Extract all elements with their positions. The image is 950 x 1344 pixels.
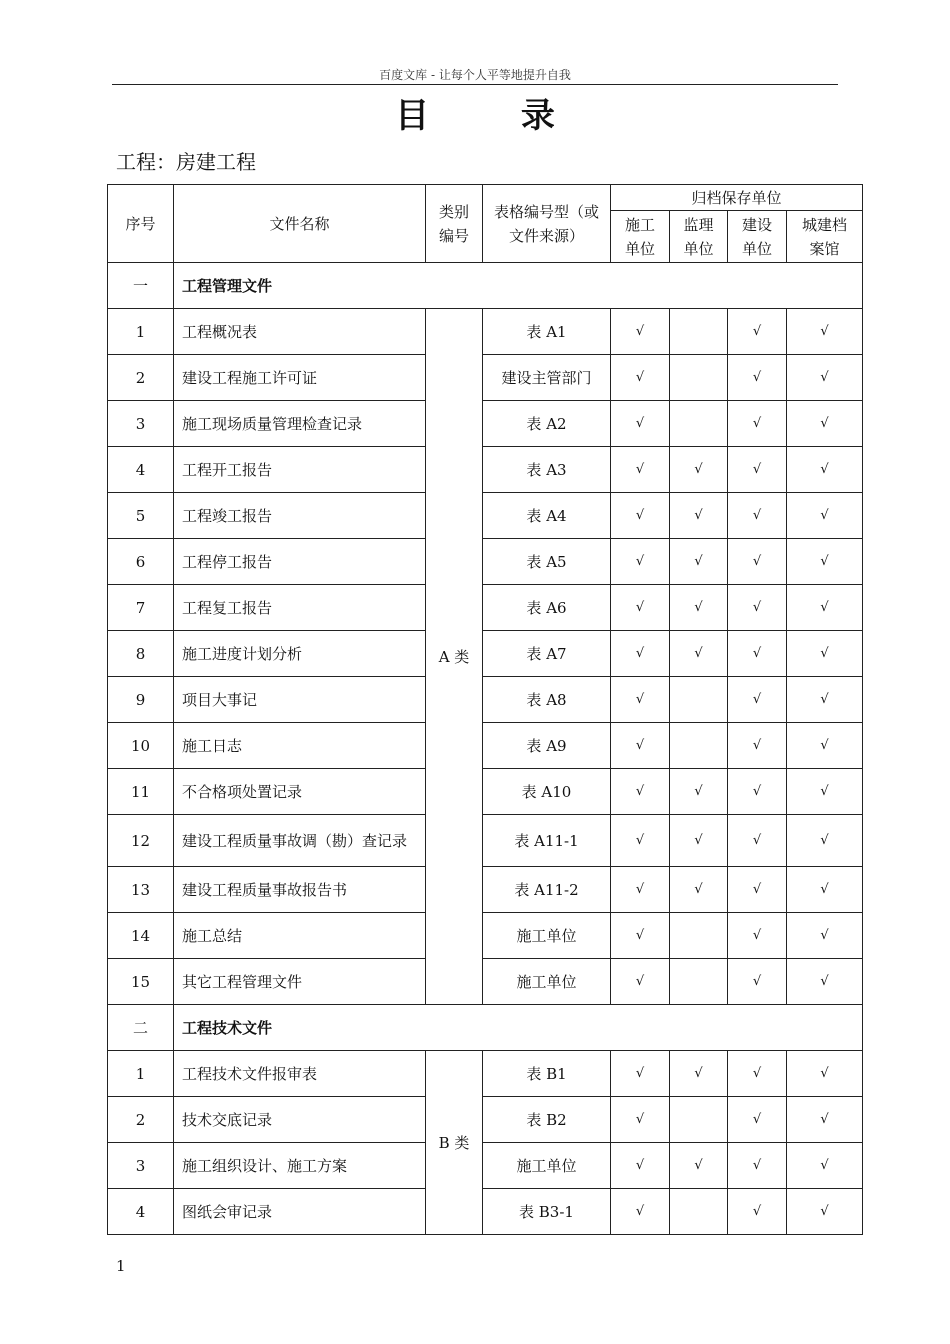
archive-check-cell	[787, 677, 863, 723]
section-number: 一	[108, 263, 174, 309]
archive-check-cell	[728, 447, 787, 493]
archive-check-cell	[611, 867, 670, 913]
header-unit-label: 监理单位	[683, 215, 714, 258]
archive-check-cell	[670, 913, 728, 959]
archive-check-cell	[670, 585, 728, 631]
check-mark-icon: √	[752, 784, 762, 799]
archive-check-cell	[787, 539, 863, 585]
archive-check-cell	[728, 913, 787, 959]
check-mark-icon: √	[752, 416, 762, 431]
check-mark-icon: √	[820, 882, 829, 897]
archive-check-cell	[728, 585, 787, 631]
archive-check-cell	[611, 493, 670, 539]
table-row	[108, 913, 863, 959]
check-mark-icon: √	[752, 1066, 762, 1081]
check-mark-icon: √	[635, 928, 645, 943]
archive-check-cell	[611, 1189, 670, 1235]
check-mark-icon: √	[820, 692, 829, 707]
check-mark-icon: √	[635, 833, 645, 848]
check-mark-icon: √	[635, 508, 645, 523]
header-unit-label: 建设单位	[741, 215, 772, 258]
table-row	[108, 1143, 863, 1189]
header-name: 文件名称	[174, 185, 426, 263]
archive-check-cell	[670, 631, 728, 677]
table-row	[108, 355, 863, 401]
archive-check-cell	[611, 1143, 670, 1189]
archive-check-cell	[611, 447, 670, 493]
section-title: 工程技术文件	[174, 1005, 863, 1051]
header-archive-group: 归档保存单位	[611, 185, 863, 211]
row-index: 15	[108, 959, 174, 1005]
archive-check-cell	[787, 355, 863, 401]
check-mark-icon: √	[694, 554, 703, 569]
archive-check-cell	[728, 309, 787, 355]
check-mark-icon: √	[635, 974, 645, 989]
check-mark-icon: √	[635, 600, 645, 615]
check-mark-icon: √	[752, 1204, 762, 1219]
archive-check-cell	[611, 1097, 670, 1143]
check-mark-icon: √	[635, 1204, 645, 1219]
archive-check-cell	[787, 401, 863, 447]
check-mark-icon: √	[752, 508, 762, 523]
table-row	[108, 959, 863, 1005]
archive-check-cell	[787, 1143, 863, 1189]
check-mark-icon: √	[752, 370, 762, 385]
archive-check-cell	[728, 631, 787, 677]
check-mark-icon: √	[820, 508, 829, 523]
header-unit-0	[611, 211, 670, 263]
archive-check-cell	[787, 723, 863, 769]
archive-check-cell	[670, 447, 728, 493]
page-title: 目 录	[395, 96, 595, 136]
check-mark-icon: √	[752, 974, 762, 989]
row-form-number: 表 A10	[483, 769, 611, 815]
check-mark-icon: √	[820, 1204, 829, 1219]
row-form-number: 表 A11-2	[483, 867, 611, 913]
archive-check-cell	[611, 355, 670, 401]
check-mark-icon: √	[635, 554, 645, 569]
check-mark-icon: √	[635, 738, 645, 753]
archive-check-cell	[611, 1051, 670, 1097]
check-mark-icon: √	[752, 646, 762, 661]
archive-check-cell	[611, 585, 670, 631]
archive-check-cell	[728, 493, 787, 539]
row-form-number: 表 A9	[483, 723, 611, 769]
check-mark-icon: √	[694, 784, 703, 799]
section-number: 二	[108, 1005, 174, 1051]
section-title: 工程管理文件	[174, 263, 863, 309]
row-file-name: 工程停工报告	[174, 539, 426, 585]
table-row	[108, 447, 863, 493]
archive-check-cell	[728, 1143, 787, 1189]
archive-check-cell	[787, 913, 863, 959]
row-index: 4	[108, 1189, 174, 1235]
header-unit-label: 施工单位	[624, 215, 655, 258]
check-mark-icon: √	[635, 370, 645, 385]
archive-check-cell	[611, 309, 670, 355]
row-form-number: 表 B2	[483, 1097, 611, 1143]
row-index: 7	[108, 585, 174, 631]
check-mark-icon: √	[694, 882, 703, 897]
check-mark-icon: √	[752, 600, 762, 615]
archive-check-cell	[728, 1189, 787, 1235]
row-index: 3	[108, 1143, 174, 1189]
check-mark-icon: √	[635, 416, 645, 431]
row-form-number: 表 A4	[483, 493, 611, 539]
row-file-name: 建设工程质量事故报告书	[174, 867, 426, 913]
row-form-number: 表 A5	[483, 539, 611, 585]
row-file-name: 技术交底记录	[174, 1097, 426, 1143]
archive-check-cell	[611, 539, 670, 585]
check-mark-icon: √	[635, 324, 645, 339]
check-mark-icon: √	[694, 1158, 703, 1173]
check-mark-icon: √	[752, 882, 762, 897]
row-index: 13	[108, 867, 174, 913]
archive-check-cell	[728, 1051, 787, 1097]
check-mark-icon: √	[820, 833, 829, 848]
row-file-name: 建设工程质量事故调（勘）查记录	[174, 815, 426, 867]
check-mark-icon: √	[752, 554, 762, 569]
table-row	[108, 1051, 863, 1097]
check-mark-icon: √	[694, 646, 703, 661]
row-form-number: 表 A6	[483, 585, 611, 631]
check-mark-icon: √	[820, 784, 829, 799]
archive-check-cell	[670, 401, 728, 447]
check-mark-icon: √	[635, 882, 645, 897]
header-unit-1	[670, 211, 728, 263]
check-mark-icon: √	[752, 692, 762, 707]
check-mark-icon: √	[752, 324, 762, 339]
archive-check-cell	[611, 677, 670, 723]
row-file-name: 施工组织设计、施工方案	[174, 1143, 426, 1189]
archive-check-cell	[670, 815, 728, 867]
row-index: 4	[108, 447, 174, 493]
archive-check-cell	[787, 493, 863, 539]
check-mark-icon: √	[694, 1066, 703, 1081]
row-file-name: 建设工程施工许可证	[174, 355, 426, 401]
row-index: 1	[108, 1051, 174, 1097]
archive-check-cell	[611, 401, 670, 447]
archive-check-cell	[728, 401, 787, 447]
page-header: 百度文库 - 让每个人平等地提升自我	[379, 68, 571, 82]
check-mark-icon: √	[635, 646, 645, 661]
header-form-text: 表格编号型（或文件来源）	[494, 202, 600, 245]
archive-check-cell	[787, 447, 863, 493]
check-mark-icon: √	[752, 738, 762, 753]
row-form-number: 表 B3-1	[483, 1189, 611, 1235]
table-row	[108, 723, 863, 769]
check-mark-icon: √	[820, 928, 829, 943]
row-form-number: 施工单位	[483, 959, 611, 1005]
header-index: 序号	[108, 185, 174, 263]
check-mark-icon: √	[820, 600, 829, 615]
archive-check-cell	[670, 539, 728, 585]
archive-check-cell	[670, 355, 728, 401]
header-form	[483, 185, 611, 263]
check-mark-icon: √	[635, 1158, 645, 1173]
header-category-text: 类别编号	[438, 202, 469, 245]
archive-check-cell	[670, 309, 728, 355]
header-unit-label: 城建档案馆	[801, 215, 847, 258]
row-file-name: 其它工程管理文件	[174, 959, 426, 1005]
check-mark-icon: √	[752, 1158, 762, 1173]
row-file-name: 工程概况表	[174, 309, 426, 355]
row-file-name: 项目大事记	[174, 677, 426, 723]
archive-check-cell	[787, 815, 863, 867]
header-unit-3	[787, 211, 863, 263]
table-row	[108, 677, 863, 723]
row-file-name: 施工总结	[174, 913, 426, 959]
row-file-name: 施工现场质量管理检查记录	[174, 401, 426, 447]
archive-check-cell	[670, 677, 728, 723]
check-mark-icon: √	[694, 462, 703, 477]
page-number: 1	[116, 1257, 126, 1275]
row-index: 9	[108, 677, 174, 723]
check-mark-icon: √	[635, 692, 645, 707]
archive-check-cell	[787, 1051, 863, 1097]
check-mark-icon: √	[820, 738, 829, 753]
table-row	[108, 815, 863, 867]
table-row	[108, 1097, 863, 1143]
row-form-number: 施工单位	[483, 913, 611, 959]
row-file-name: 工程复工报告	[174, 585, 426, 631]
archive-check-cell	[611, 913, 670, 959]
archive-check-cell	[670, 1051, 728, 1097]
directory-table	[107, 184, 863, 1235]
row-file-name: 图纸会审记录	[174, 1189, 426, 1235]
row-form-number: 施工单位	[483, 1143, 611, 1189]
check-mark-icon: √	[820, 646, 829, 661]
table-row	[108, 493, 863, 539]
check-mark-icon: √	[820, 416, 829, 431]
archive-check-cell	[787, 309, 863, 355]
check-mark-icon: √	[820, 1066, 829, 1081]
row-form-number: 表 A11-1	[483, 815, 611, 867]
category-cell: A 类	[426, 309, 483, 1005]
archive-check-cell	[787, 769, 863, 815]
archive-check-cell	[670, 493, 728, 539]
check-mark-icon: √	[635, 1066, 645, 1081]
check-mark-icon: √	[694, 833, 703, 848]
check-mark-icon: √	[635, 1112, 645, 1127]
archive-check-cell	[728, 1097, 787, 1143]
archive-check-cell	[787, 631, 863, 677]
row-form-number: 建设主管部门	[483, 355, 611, 401]
archive-check-cell	[787, 585, 863, 631]
row-form-number: 表 A3	[483, 447, 611, 493]
row-file-name: 施工进度计划分析	[174, 631, 426, 677]
table-row	[108, 769, 863, 815]
table-row	[108, 1189, 863, 1235]
check-mark-icon: √	[752, 833, 762, 848]
archive-check-cell	[728, 769, 787, 815]
archive-check-cell	[787, 959, 863, 1005]
row-form-number: 表 A8	[483, 677, 611, 723]
row-index: 2	[108, 355, 174, 401]
archive-check-cell	[728, 815, 787, 867]
check-mark-icon: √	[752, 1112, 762, 1127]
table-row	[108, 867, 863, 913]
archive-check-cell	[611, 723, 670, 769]
check-mark-icon: √	[752, 462, 762, 477]
archive-check-cell	[670, 1143, 728, 1189]
header-unit-2	[728, 211, 787, 263]
row-index: 3	[108, 401, 174, 447]
check-mark-icon: √	[694, 600, 703, 615]
archive-check-cell	[728, 539, 787, 585]
archive-check-cell	[728, 723, 787, 769]
archive-check-cell	[611, 769, 670, 815]
row-file-name: 工程竣工报告	[174, 493, 426, 539]
row-index: 11	[108, 769, 174, 815]
check-mark-icon: √	[820, 462, 829, 477]
archive-check-cell	[670, 769, 728, 815]
row-form-number: 表 B1	[483, 1051, 611, 1097]
check-mark-icon: √	[635, 784, 645, 799]
row-index: 5	[108, 493, 174, 539]
table-row	[108, 401, 863, 447]
archive-check-cell	[787, 1189, 863, 1235]
table-row	[108, 309, 863, 355]
header-divider	[112, 84, 838, 85]
archive-check-cell	[611, 815, 670, 867]
table-row	[108, 585, 863, 631]
row-index: 8	[108, 631, 174, 677]
archive-check-cell	[787, 1097, 863, 1143]
archive-check-cell	[611, 959, 670, 1005]
row-index: 14	[108, 913, 174, 959]
archive-check-cell	[670, 867, 728, 913]
row-index: 6	[108, 539, 174, 585]
check-mark-icon: √	[820, 554, 829, 569]
section-row	[108, 263, 863, 309]
archive-check-cell	[670, 1097, 728, 1143]
section-row	[108, 1005, 863, 1051]
row-file-name: 不合格项处置记录	[174, 769, 426, 815]
check-mark-icon: √	[694, 508, 703, 523]
archive-check-cell	[728, 355, 787, 401]
row-index: 10	[108, 723, 174, 769]
header-category	[426, 185, 483, 263]
archive-check-cell	[787, 867, 863, 913]
check-mark-icon: √	[820, 324, 829, 339]
check-mark-icon: √	[820, 974, 829, 989]
archive-check-cell	[728, 867, 787, 913]
archive-check-cell	[611, 631, 670, 677]
archive-check-cell	[670, 959, 728, 1005]
archive-check-cell	[728, 959, 787, 1005]
row-form-number: 表 A1	[483, 309, 611, 355]
check-mark-icon: √	[820, 370, 829, 385]
project-label: 工程：房建工程	[116, 150, 256, 174]
row-form-number: 表 A7	[483, 631, 611, 677]
row-file-name: 施工日志	[174, 723, 426, 769]
archive-check-cell	[728, 677, 787, 723]
table-row	[108, 539, 863, 585]
row-index: 1	[108, 309, 174, 355]
row-form-number: 表 A2	[483, 401, 611, 447]
row-index: 12	[108, 815, 174, 867]
check-mark-icon: √	[820, 1112, 829, 1127]
check-mark-icon: √	[635, 462, 645, 477]
check-mark-icon: √	[820, 1158, 829, 1173]
archive-check-cell	[670, 1189, 728, 1235]
row-file-name: 工程开工报告	[174, 447, 426, 493]
row-index: 2	[108, 1097, 174, 1143]
row-file-name: 工程技术文件报审表	[174, 1051, 426, 1097]
table-row	[108, 631, 863, 677]
archive-check-cell	[670, 723, 728, 769]
check-mark-icon: √	[752, 928, 762, 943]
category-cell: B 类	[426, 1051, 483, 1235]
